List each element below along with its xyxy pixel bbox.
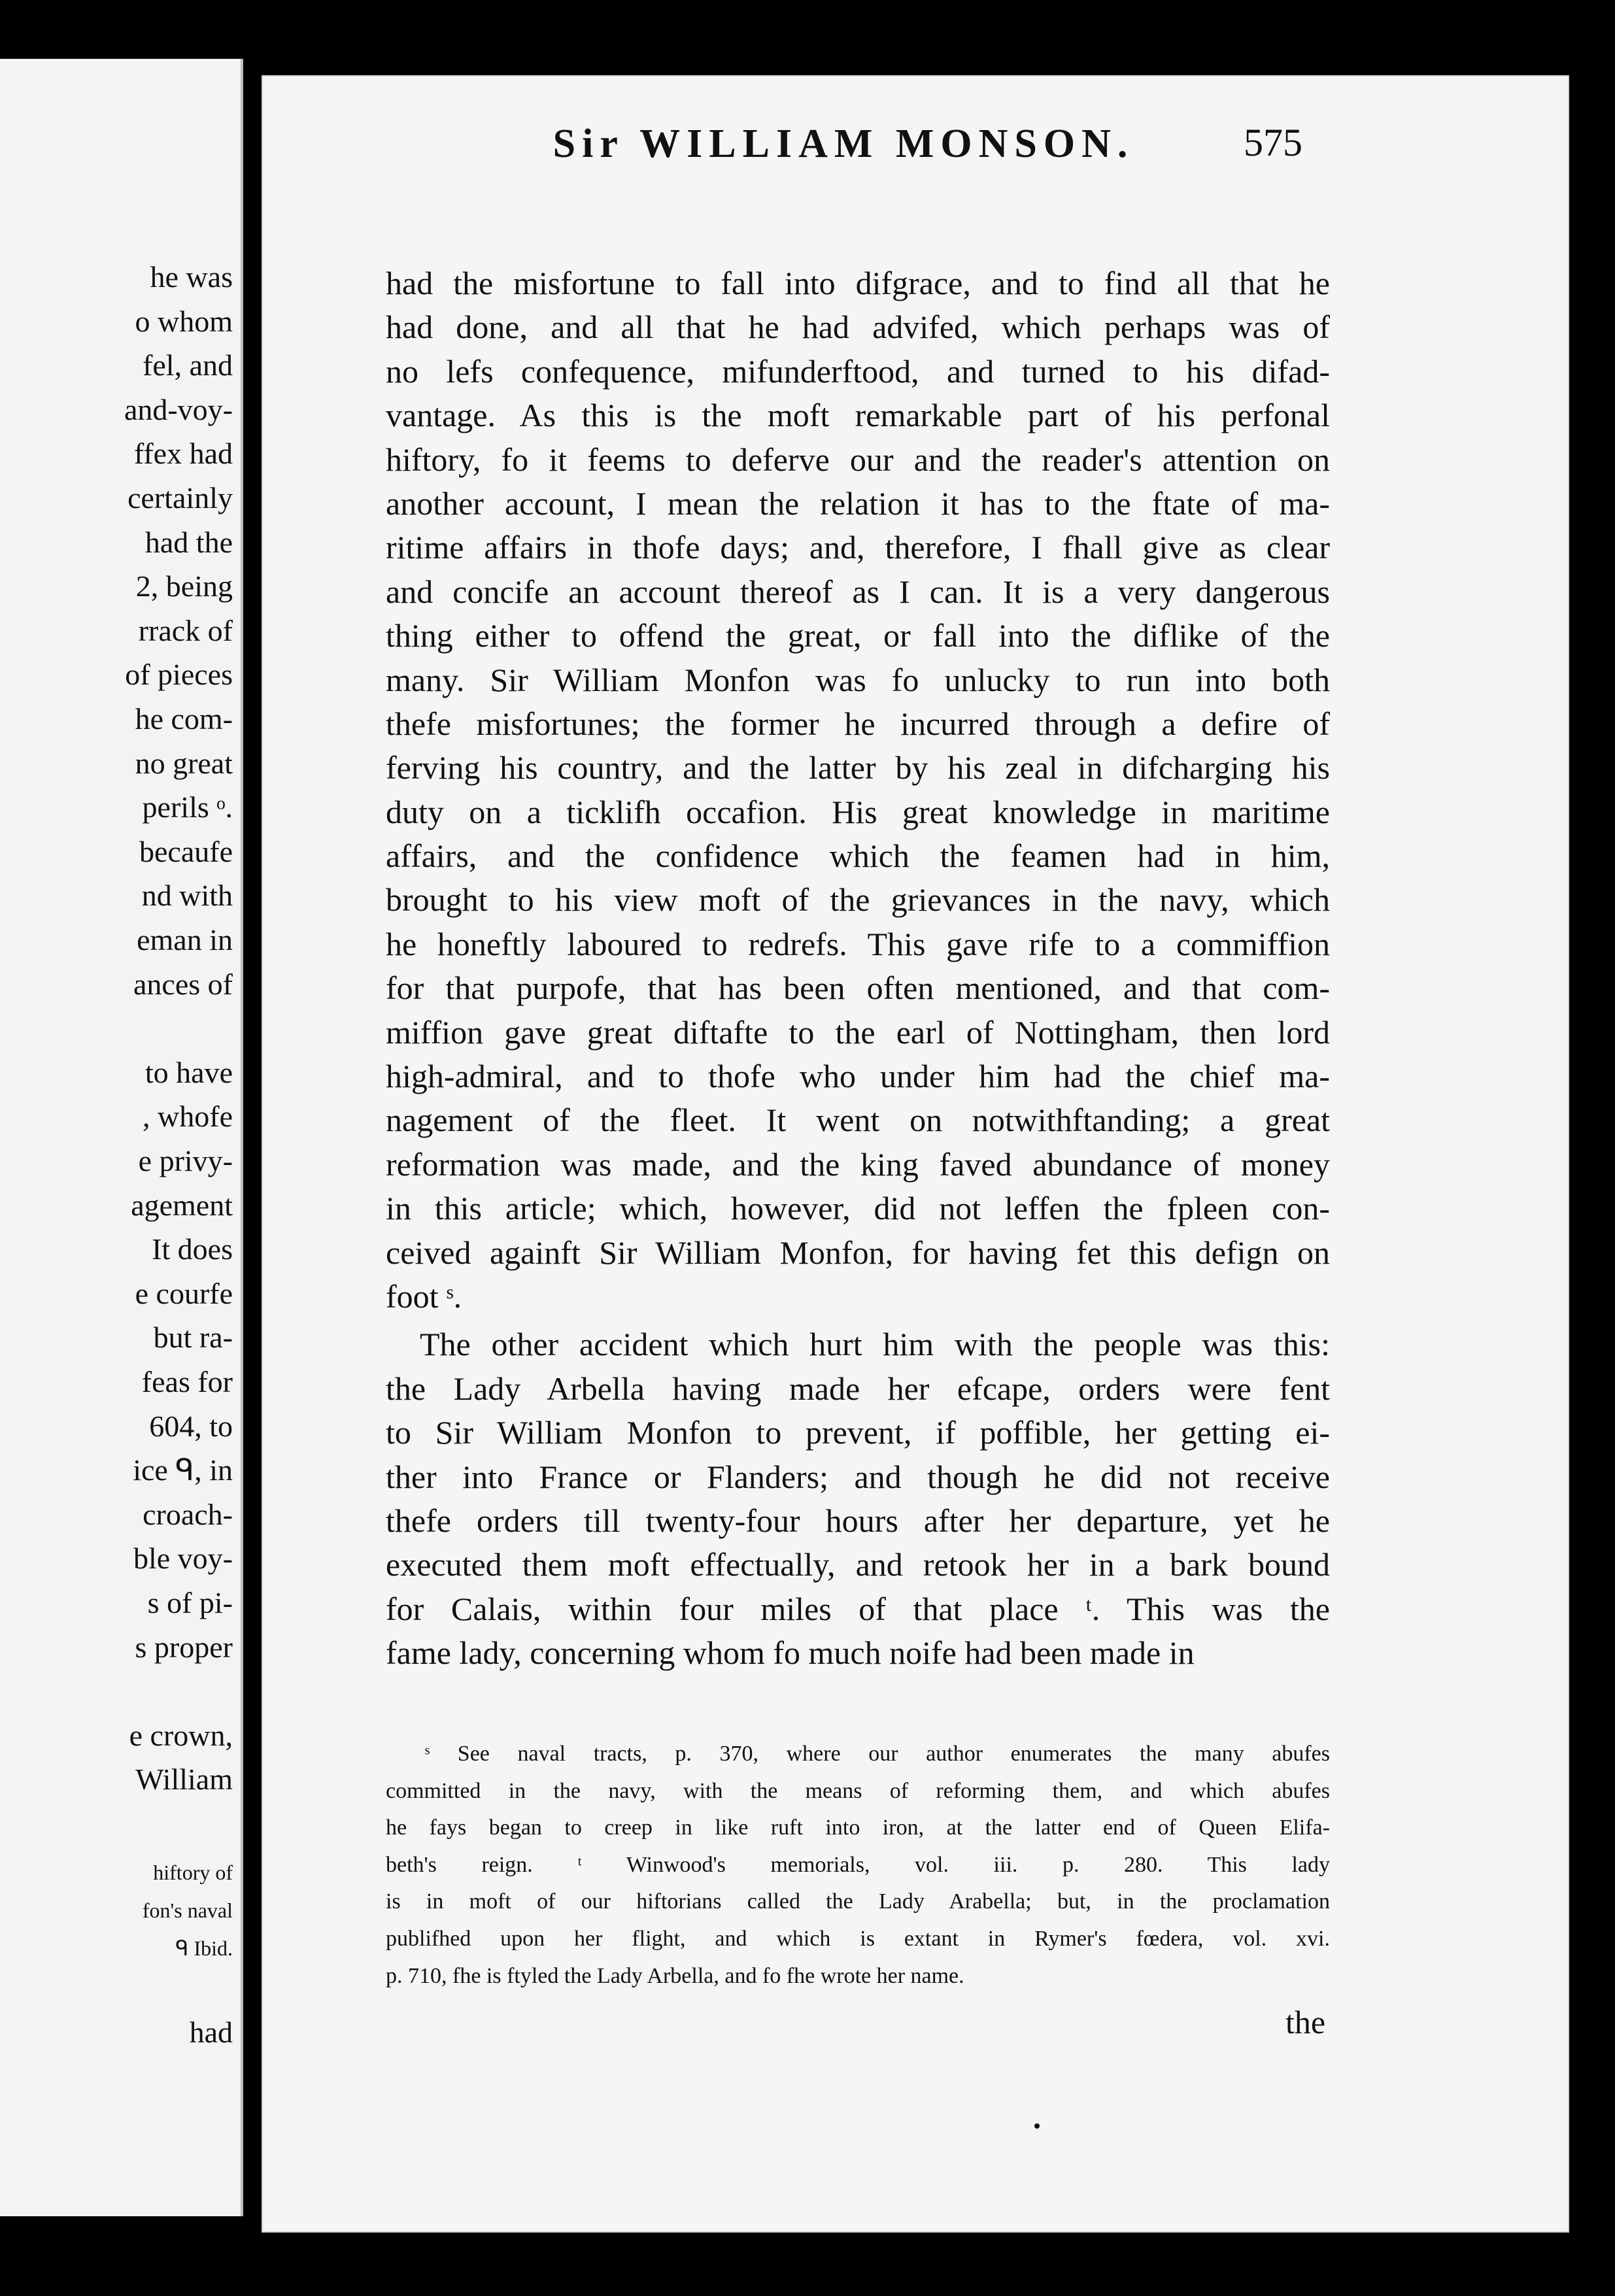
text-line: miffion gave great diftafte to the earl of Nottingham, then lord — [386, 1013, 1330, 1051]
left-page-line: rrack of — [138, 613, 233, 647]
footnote-line: committed in the navy, with the means of reforming them, and which abufes — [386, 1778, 1330, 1803]
left-page-line: 2, being — [135, 569, 233, 603]
text-line: vantage. As this is the moft remarkable part of his perfonal — [386, 397, 1330, 434]
running-title: Sir WILLIAM MONSON. — [552, 122, 1134, 166]
left-page-line: feas for — [141, 1365, 233, 1398]
left-facing-page — [0, 59, 243, 2216]
text-line: hiftory, fo it feems to deferve our and the reader's attention on — [386, 441, 1330, 478]
text-line: ther into France or Flanders; and though he did not receive — [386, 1458, 1330, 1495]
left-page-line: becaufe — [139, 834, 233, 868]
text-line: nagement of the fleet. It went on notwithftanding; a great — [386, 1102, 1330, 1139]
left-page-line: to have — [144, 1055, 233, 1089]
text-line: affairs, and the confidence which the feamen had in him, — [386, 837, 1330, 875]
text-line: ceived againft Sir William Monfon, for having fet this defign on — [386, 1234, 1330, 1271]
left-page-note: hiftory of — [153, 1861, 233, 1884]
text-line: The other accident which hurt him with the people was this: — [420, 1326, 1330, 1363]
left-page-line: , whofe — [143, 1100, 233, 1134]
left-page-line: e crown, — [129, 1718, 233, 1752]
text-line: in this article; which, however, did not leffen the fpleen con- — [386, 1190, 1330, 1227]
left-page-line: o whom — [135, 304, 233, 338]
body-text — [386, 262, 1330, 1676]
text-line: for that purpofe, that has been often mentioned, and that com- — [386, 970, 1330, 1007]
text-line: high-admiral, and to thofe who under him had the chief ma- — [386, 1058, 1330, 1095]
text-line: had the misfortune to fall into difgrace, and to find all that he — [386, 265, 1330, 301]
left-page-line: ice ᑫ, in — [133, 1453, 233, 1487]
left-page-line: he com- — [135, 702, 233, 735]
left-page-line: and-voy- — [124, 392, 233, 426]
left-page-line: nd with — [141, 879, 233, 913]
text-line: thefe misfortunes; the former he incurred through a defire of — [386, 705, 1330, 742]
left-page-line: had the — [144, 525, 233, 559]
text-line: brought to his view moft of the grievances in the navy, which — [386, 881, 1330, 919]
left-page-line: croach- — [143, 1497, 233, 1531]
footnote-line: beth's reign. ᵗ Winwood's memorials, vol. iii. p. 280. This lady — [386, 1852, 1330, 1877]
left-page-line: 604, to — [149, 1409, 233, 1443]
left-page-line: perils ᵒ. — [142, 790, 233, 824]
left-page-line: but ra- — [153, 1321, 233, 1355]
left-page-line: no great — [135, 746, 233, 780]
text-line: many. Sir William Monfon was fo unlucky to run into both — [386, 661, 1330, 698]
text-line: reformation was made, and the king faved abundance of money — [386, 1145, 1330, 1183]
left-page-line: ble voy- — [133, 1542, 233, 1576]
left-page-line: ances of — [133, 967, 233, 1001]
text-line: for Calais, within four miles of that place ᵗ. This was the — [386, 1590, 1330, 1627]
left-page-line: ffex had — [133, 437, 233, 471]
ink-speck — [1034, 2123, 1040, 2129]
left-page-line: fel, and — [143, 348, 233, 382]
left-page-note: fon's naval — [142, 1899, 233, 1922]
left-page-line: s proper — [135, 1630, 233, 1664]
text-line: ferving his country, and the latter by his zeal in difcharging his — [386, 749, 1330, 786]
text-line: and concife an account thereof as I can. It is a very dangerous — [386, 573, 1330, 610]
text-line: thing either to offend the great, or fall into the diflike of the — [386, 617, 1330, 654]
text-line: the Lady Arbella having made her efcape, orders were fent — [386, 1370, 1330, 1407]
text-line: ritime affairs in thofe days; and, therefore, I fhall give as clear — [386, 529, 1330, 566]
text-line: another account, I mean the relation it has to the ftate of ma- — [386, 484, 1330, 522]
footnote-line: p. 710, fhe is ftyled the Lady Arbella, and fo fhe wrote her name. — [386, 1963, 964, 1988]
left-page-line: It does — [152, 1232, 233, 1266]
left-page-line: of pieces — [125, 658, 233, 692]
left-page-line: he was — [150, 260, 233, 294]
left-page-catchword: had — [189, 2016, 233, 2049]
footnote-line: publifhed upon her flight, and which is extant in Rymer's fœdera, vol. xvi. — [386, 1926, 1330, 1951]
left-page-note: ᑫ Ibid. — [175, 1936, 233, 1960]
left-page-line: e courfe — [135, 1276, 233, 1310]
left-page-line: certainly — [128, 481, 233, 515]
text-line: thefe orders till twenty-four hours after her departure, yet he — [386, 1502, 1330, 1539]
left-page-line: eman in — [137, 923, 233, 956]
text-line: he honeftly laboured to redrefs. This gave rife to a commiffion — [386, 925, 1330, 962]
text-line: had done, and all that he had advifed, which perhaps was of — [386, 309, 1330, 346]
footnotes — [386, 1736, 1330, 1995]
footnote-line: ˢ See naval tracts, p. 370, where our author enumerates the many abufes — [425, 1742, 1330, 1766]
page-number: 575 — [1244, 121, 1302, 164]
left-page-line: agement — [131, 1188, 233, 1222]
left-page-line: s of pi- — [147, 1586, 233, 1619]
footnote-line: he fays began to creep in like ruft into iron, at the latter end of Queen Elifa- — [386, 1815, 1330, 1840]
footnote-line: is in moft of our hiftorians called the Lady Arabella; but, in the proclamation — [386, 1889, 1330, 1914]
text-line: foot ˢ. — [386, 1277, 462, 1315]
left-page-line: William — [135, 1763, 233, 1797]
text-line: no lefs confequence, mifunderftood, and turned to his difad- — [386, 352, 1330, 390]
text-line: to Sir William Monfon to prevent, if poffible, her getting ei- — [386, 1414, 1330, 1451]
text-line: duty on a ticklifh occafion. His great knowledge in maritime — [386, 793, 1330, 830]
catchword: the — [1285, 2004, 1326, 2040]
text-line: executed them moft effectually, and retook her in a bark bound — [386, 1546, 1330, 1583]
left-page-line: e privy- — [138, 1144, 233, 1177]
text-line: fame lady, concerning whom fo much noife had been made in — [386, 1634, 1195, 1672]
